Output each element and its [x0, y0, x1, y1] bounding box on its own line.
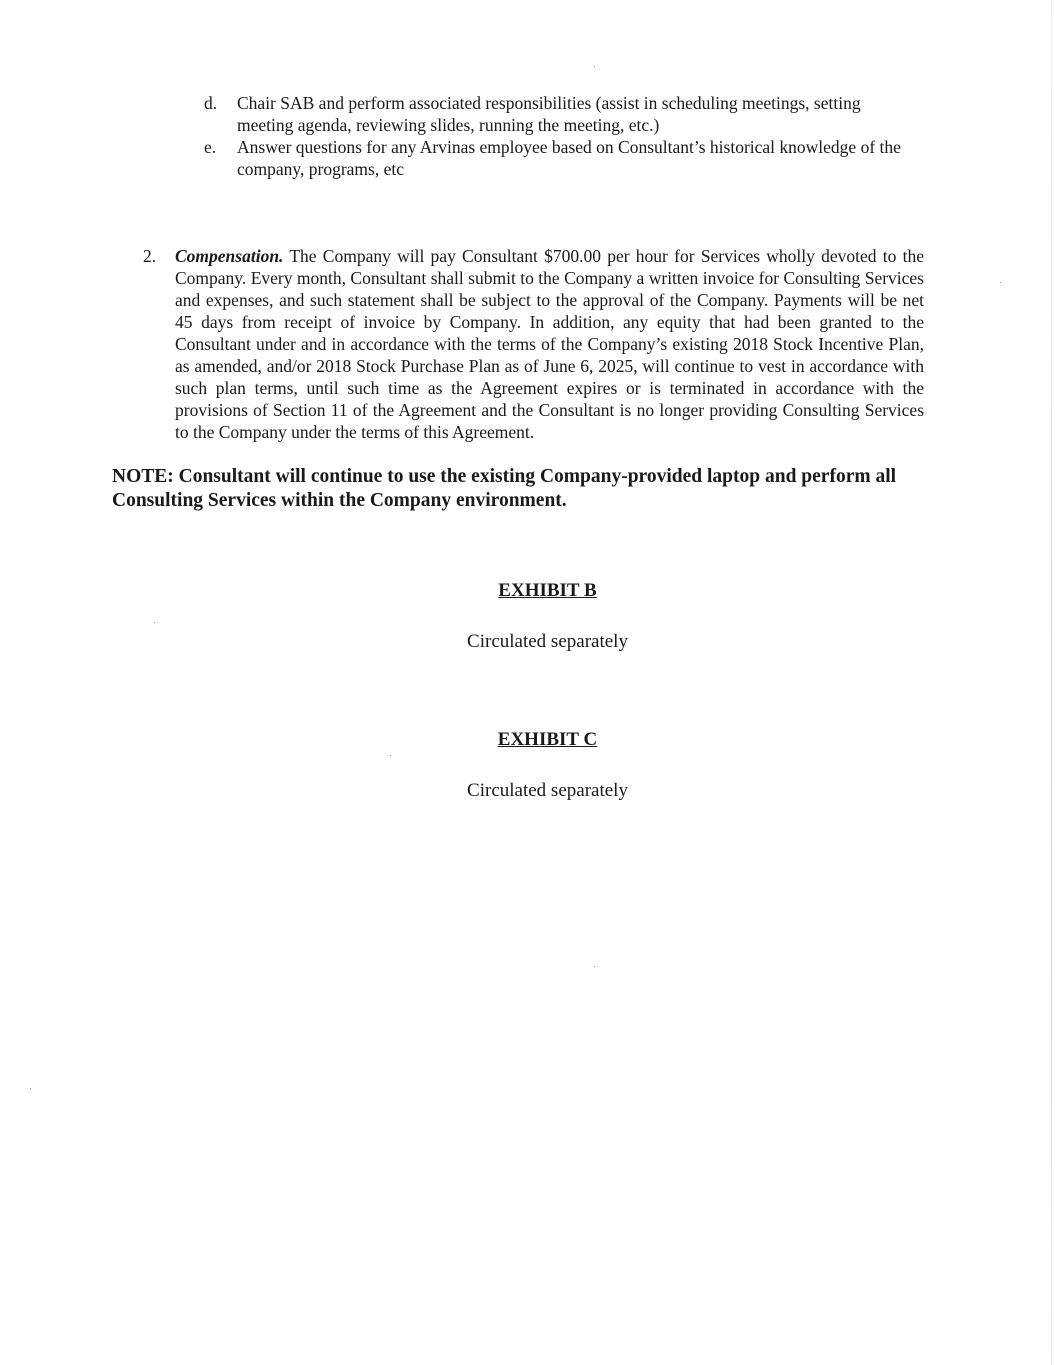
scan-speck	[594, 66, 595, 67]
list-item-text: Answer questions for any Arvinas employee based on Consultant’s historical knowledge of the company, programs, etc	[237, 137, 901, 179]
list-item	[204, 136, 920, 180]
list-marker: d.	[204, 93, 218, 113]
scan-speck	[154, 622, 155, 623]
exhibit-c-note: Circulated separately	[467, 780, 628, 801]
exhibit-b-note: Circulated separately	[467, 631, 628, 652]
list-item	[204, 92, 920, 136]
exhibit-c-title: EXHIBIT C	[497, 729, 598, 750]
list-marker: e.	[204, 137, 217, 157]
compensation-body: The Company will pay Consultant $700.00 per hour for Services wholly devoted to the Company. Every month, Consultant shall submit to the Company a written invoice for Consulting Services and expenses, and such statement shall be subject to the approval of the Company. Payments will be net 45 days from receipt of invoice by Company. In addition, any equity that had been granted to the Consultant under and in accordance with the terms of the Company’s existing 2018 Stock Incentive Plan, as amended, and/or 2018 Stock Purchase Plan as of June 6, 2025, will continue to vest in accordance with such plan terms, until such time as the Agreement expires or is terminated in accordance with the provisions of Section 11 of the Agreement and the Consultant is no longer providing Consulting Services to the Company under the terms of this Agreement.	[175, 246, 924, 442]
scan-speck	[594, 966, 595, 967]
laptop-note: NOTE: Consultant will continue to use the existing Company-provided laptop and perform all Consulting Services within the Company environment.	[112, 466, 897, 511]
scan-edge	[1051, 0, 1052, 1365]
list-item-text: Chair SAB and perform associated responsibilities (assist in scheduling meetings, setting meeting agenda, reviewing slides, running the meeting, etc.)	[237, 93, 861, 135]
services-sub-list	[204, 92, 920, 180]
section-number: 2.	[143, 246, 157, 266]
scan-speck	[1000, 282, 1001, 283]
scan-speck	[390, 755, 391, 756]
exhibit-b-title: EXHIBIT B	[498, 580, 597, 601]
compensation-section	[143, 245, 924, 443]
compensation-heading: Compensation.	[175, 246, 284, 266]
scan-speck	[30, 1088, 31, 1089]
compensation-paragraph	[175, 245, 924, 443]
